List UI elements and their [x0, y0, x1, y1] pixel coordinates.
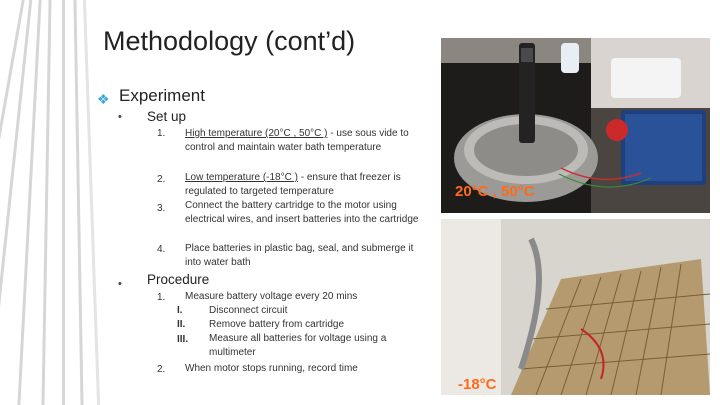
- diamond-bullet-icon: ❖: [97, 91, 110, 107]
- water-bath-photo: [441, 38, 710, 213]
- photo-caption-high-temp: 20°C , 50°C: [455, 183, 535, 200]
- freezer-photo: [441, 219, 710, 395]
- setup-heading: Set up: [147, 109, 187, 124]
- decorative-stripes: [0, 0, 100, 405]
- procedure-item-measure-voltage: Measure battery voltage every 20 mins: [185, 291, 358, 302]
- procedure-sub-number: II.: [177, 319, 186, 330]
- setup-item-low-temperature: Low temperature (-18°C ) - ensure that freezer is regulated to targeted temperature: [185, 172, 401, 198]
- procedure-subitem-multimeter: Measure all batteries for voltage using a multimeter: [209, 333, 387, 359]
- procedure-subitem-remove-battery: Remove battery from cartridge: [209, 319, 345, 330]
- bullet-icon: •: [118, 278, 122, 290]
- procedure-sub-number: III.: [177, 334, 189, 345]
- freezer-illustration: [441, 219, 710, 395]
- setup-number: 4.: [157, 244, 166, 255]
- procedure-number: 1.: [157, 292, 166, 303]
- procedure-number: 2.: [157, 364, 166, 375]
- setup-number: 2.: [157, 174, 166, 185]
- setup-item-submerge: Place batteries in plastic bag, seal, and submerge it into water bath: [185, 243, 414, 269]
- setup-item-connect-cartridge: Connect the battery cartridge to the motor using electrical wires, and insert batteries into the cartridge: [185, 200, 419, 226]
- procedure-heading: Procedure: [147, 272, 210, 287]
- bullet-icon: •: [118, 111, 122, 123]
- setup-item-high-temperature: High temperature (20°C , 50°C ) - use sous vide to control and maintain water bath temperature: [185, 128, 409, 154]
- setup-number: 1.: [157, 128, 166, 139]
- photo-caption-low-temp: -18°C: [458, 376, 497, 393]
- procedure-item-record-time: When motor stops running, record time: [185, 363, 358, 374]
- slide-title: Methodology (cont’d): [103, 26, 356, 56]
- experiment-heading: Experiment: [119, 86, 205, 105]
- procedure-sub-number: I.: [177, 305, 183, 316]
- setup-number: 3.: [157, 203, 166, 214]
- procedure-subitem-disconnect: Disconnect circuit: [209, 305, 288, 316]
